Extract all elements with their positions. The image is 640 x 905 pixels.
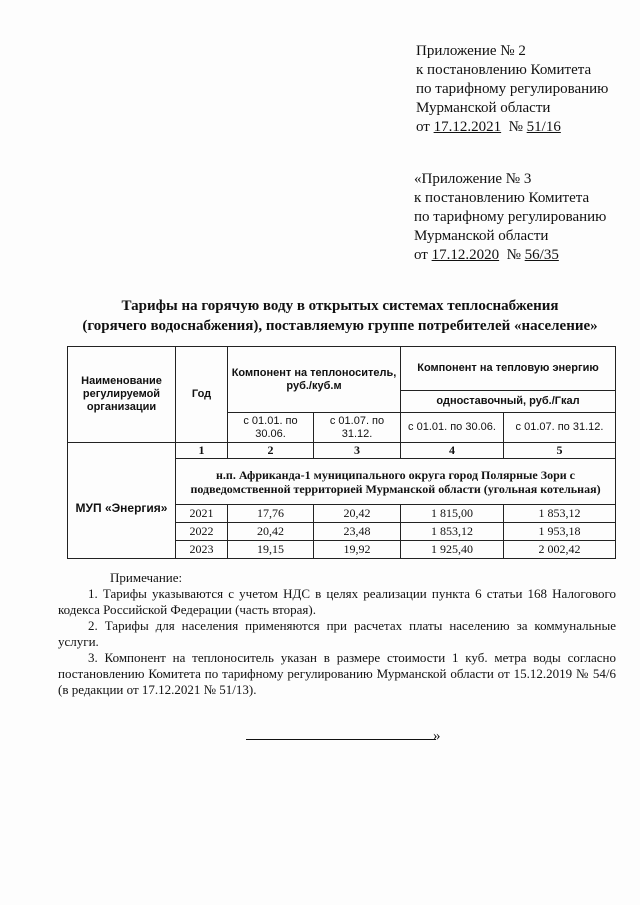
appendix-line: к постановлению Комитета [416,62,592,78]
row-energy-2: 1 853,12 [504,505,616,523]
row-year: 2022 [176,523,228,541]
appendix-line: Мурманской области [416,100,551,116]
appendix-date-line [414,246,606,265]
appendix-number: 51/16 [526,119,561,135]
col-number: 1 [176,443,228,459]
appendix-line: Мурманской области [414,228,549,244]
appendix-line: к постановлению Комитета [414,190,590,206]
col-number: 4 [401,443,504,459]
appendix-line: по тарифному регулированию [416,81,609,97]
row-carrier-2: 20,42 [314,505,401,523]
col-number: 3 [314,443,401,459]
row-year: 2023 [176,541,228,559]
row-carrier-2: 19,92 [314,541,401,559]
notes-heading: Примечание: [110,570,183,585]
org-cell-top [68,443,176,459]
header-component-energy: Компонент на тепловую энергию [401,347,616,391]
row-energy-1: 1 815,00 [401,505,504,523]
appendix-date: 17.12.2021 [433,119,502,135]
row-carrier-1: 19,15 [228,541,314,559]
header-period-energy-2: с 01.07. по 31.12. [504,413,616,443]
appendix-from: от [414,247,432,263]
appendix-header-previous [414,170,606,265]
notes-section [58,570,616,698]
appendix-line: Приложение № 2 [416,43,526,59]
row-energy-1: 1 925,40 [401,541,504,559]
appendix-line: «Приложение № 3 [414,171,532,187]
row-year: 2021 [176,505,228,523]
appendix-date: 17.12.2020 [431,247,500,263]
col-number: 5 [504,443,616,459]
appendix-date-line [416,118,608,137]
document-title [60,296,620,336]
row-energy-2: 2 002,42 [504,541,616,559]
title-line-1: Тарифы на горячую воду в открытых системах теплоснабжения [121,298,559,314]
header-energy-rate: одноставочный, руб./Гкал [401,391,616,413]
appendix-from: от [416,119,434,135]
note-3: 3. Компонент на теплоноситель указан в размере стоимости 1 куб. метра воды согласно постановлению Комитета по тарифному регулированию Мурманской области от 15.12.2019 № 54/6 (в редакции от 17.12.2021 № 51/13). [58,650,616,697]
appendix-no-label: № [501,119,527,135]
header-period-carrier-1: с 01.01. по 30.06. [228,413,314,443]
note-2: 2. Тарифы для населения применяются при расчетах платы населению за коммунальные услуги. [58,618,616,649]
row-carrier-1: 20,42 [228,523,314,541]
row-carrier-2: 23,48 [314,523,401,541]
row-energy-1: 1 853,12 [401,523,504,541]
appendix-header-current [416,42,608,137]
header-period-energy-1: с 01.01. по 30.06. [401,413,504,443]
section-title: н.п. Африканда-1 муниципального округа город Полярные Зори с подведомственной территорией Мурманской области (угольная котельная) [176,459,616,505]
organization-name: МУП «Энергия» [68,459,176,559]
header-period-carrier-2: с 01.07. по 31.12. [314,413,401,443]
closing-quote: » [433,728,441,744]
tariff-table [67,346,616,559]
header-organization: Наименование регулируемой организации [68,347,176,443]
appendix-no-label: № [499,247,525,263]
header-component-carrier: Компонент на теплоноситель, руб./куб.м [228,347,401,413]
title-line-2: (горячего водоснабжения), поставляемую группе потребителей «население» [82,318,598,334]
col-number: 2 [228,443,314,459]
signature-line [246,739,436,740]
appendix-line: по тарифному регулированию [414,209,607,225]
note-1: 1. Тарифы указываются с учетом НДС в целях реализации пункта 6 статьи 168 Налогового кодекса Российской Федерации (часть вторая). [58,586,616,617]
appendix-number: 56/35 [524,247,559,263]
row-energy-2: 1 953,18 [504,523,616,541]
row-carrier-1: 17,76 [228,505,314,523]
header-year: Год [176,347,228,443]
